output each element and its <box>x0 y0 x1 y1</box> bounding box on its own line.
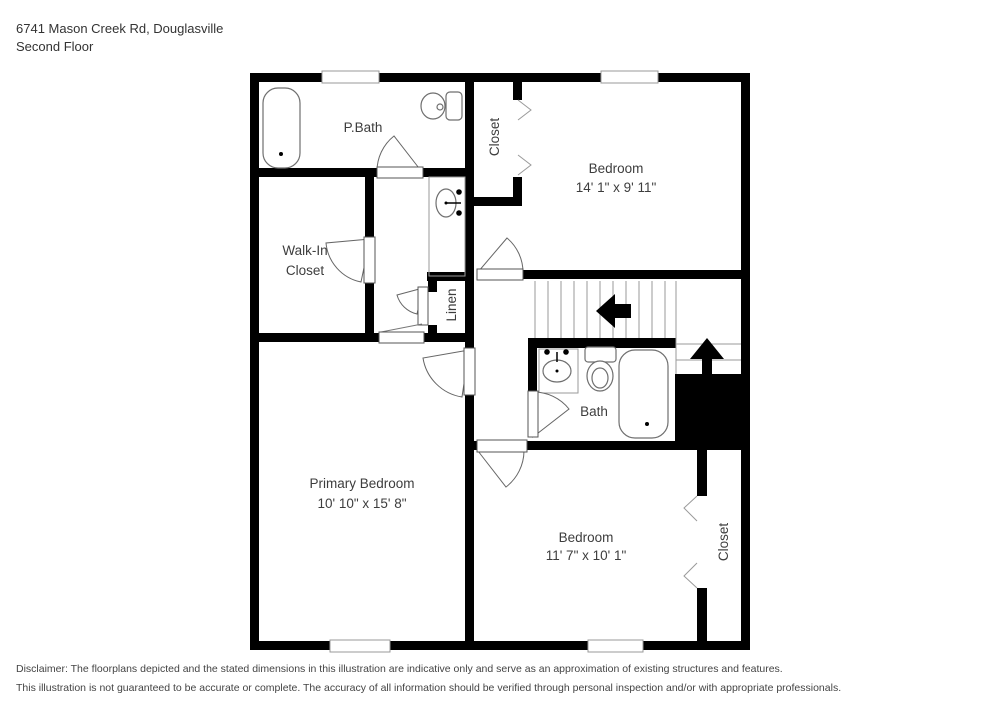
wall-bottom <box>250 641 750 650</box>
bifold-door-icon <box>518 155 531 175</box>
room-label-bedroom-bottom: Bedroom <box>558 530 614 545</box>
room-label-bath: Bath <box>580 404 608 419</box>
room-label-walk-in-line1: Walk-In <box>282 243 328 258</box>
exterior-walls <box>250 73 750 650</box>
bathtub-icon <box>619 350 668 438</box>
bifold-door-icon <box>684 496 697 521</box>
door-swing-walk-in-closet <box>326 239 370 282</box>
bathtub-drain <box>645 422 649 426</box>
room-label-linen: Linen <box>444 288 459 322</box>
door-leaf-bath <box>528 391 538 437</box>
address-text: 6741 Mason Creek Rd, Douglasville <box>16 21 224 36</box>
chase-void <box>675 374 741 448</box>
window-bedroom-bottom <box>588 640 643 652</box>
door-leaf-bedroom-top <box>477 269 523 280</box>
room-dims-primary-bedroom: 10' 10" x 15' 8" <box>317 496 407 511</box>
toilet-icon <box>421 92 462 120</box>
wall-pbath-bottom-left <box>259 168 377 177</box>
window-pbath <box>322 71 379 83</box>
door-leaf-walk-in-closet <box>364 237 375 283</box>
door-swing-bedroom-top <box>478 238 523 272</box>
door-leaf-bedroom-bottom <box>477 440 527 452</box>
floor-text: Second Floor <box>16 39 94 54</box>
wall-right <box>741 73 750 650</box>
bifold-door-icon <box>518 100 531 120</box>
room-label-bedroom-top: Bedroom <box>588 161 644 176</box>
wall-pbath-bottom-right <box>423 168 465 177</box>
window-primary-bedroom <box>330 640 390 652</box>
wall-center-vertical-lower <box>465 395 474 650</box>
wall-left <box>250 73 259 650</box>
window-bedroom-top <box>601 71 658 83</box>
room-label-walk-in-line2: Closet <box>285 263 325 278</box>
door-leaf-linen <box>418 287 428 325</box>
door-leaf-primary-vanity <box>379 332 424 343</box>
room-dims-bedroom-top: 14' 1" x 9' 11" <box>575 180 657 195</box>
room-label-primary-bedroom: Primary Bedroom <box>309 476 415 491</box>
wall-center-vertical-upper <box>465 82 474 348</box>
sink-icon <box>543 349 571 382</box>
disclaimer-line2: This illustration is not guaranteed to be accurate or complete. The accuracy of all information should be verified through personal inspection and/or with appropriate professionals. <box>16 681 842 694</box>
wall-bath-left <box>528 348 537 392</box>
toilet-icon <box>585 347 616 391</box>
wall-closet-top-stub-b <box>513 177 522 206</box>
bathtub-icon <box>263 88 300 168</box>
wall-linen-left-stub-bottom <box>428 325 437 337</box>
stairs-arrow-up-icon <box>690 338 724 374</box>
disclaimer <box>16 660 841 697</box>
door-swing-primary-vanity <box>381 324 422 332</box>
door-swing-primary-bedroom <box>423 350 469 397</box>
sink-icon <box>436 189 462 217</box>
wall-linen-left-stub-top <box>428 280 437 292</box>
wall-closet-bottom-stub-a <box>697 450 707 496</box>
door-leaf-primary-bedroom <box>464 348 475 395</box>
bifold-door-icon <box>684 563 697 588</box>
room-label-pbath: P.Bath <box>343 120 383 135</box>
wall-closet-top-stub-a <box>513 82 522 100</box>
wall-hall-top <box>523 270 741 279</box>
wall-wic-right-top <box>365 177 374 237</box>
door-leaf-pbath <box>377 167 423 178</box>
room-dims-bedroom-bottom: 11' 7" x 10' 1" <box>545 548 627 563</box>
bathtub-drain <box>279 152 283 156</box>
door-swing-bedroom-bottom <box>478 451 524 487</box>
room-label-closet-top: Closet <box>487 117 502 157</box>
wall-closet-bottom-stub-b <box>697 588 707 641</box>
room-label-closet-bottom: Closet <box>716 522 731 562</box>
wall-primary-top-left <box>259 333 380 342</box>
disclaimer-line1: Disclaimer: The floorplans depicted and the stated dimensions in this illustration are indicative only and serve as an approximation of existing structures and features. <box>16 663 783 675</box>
